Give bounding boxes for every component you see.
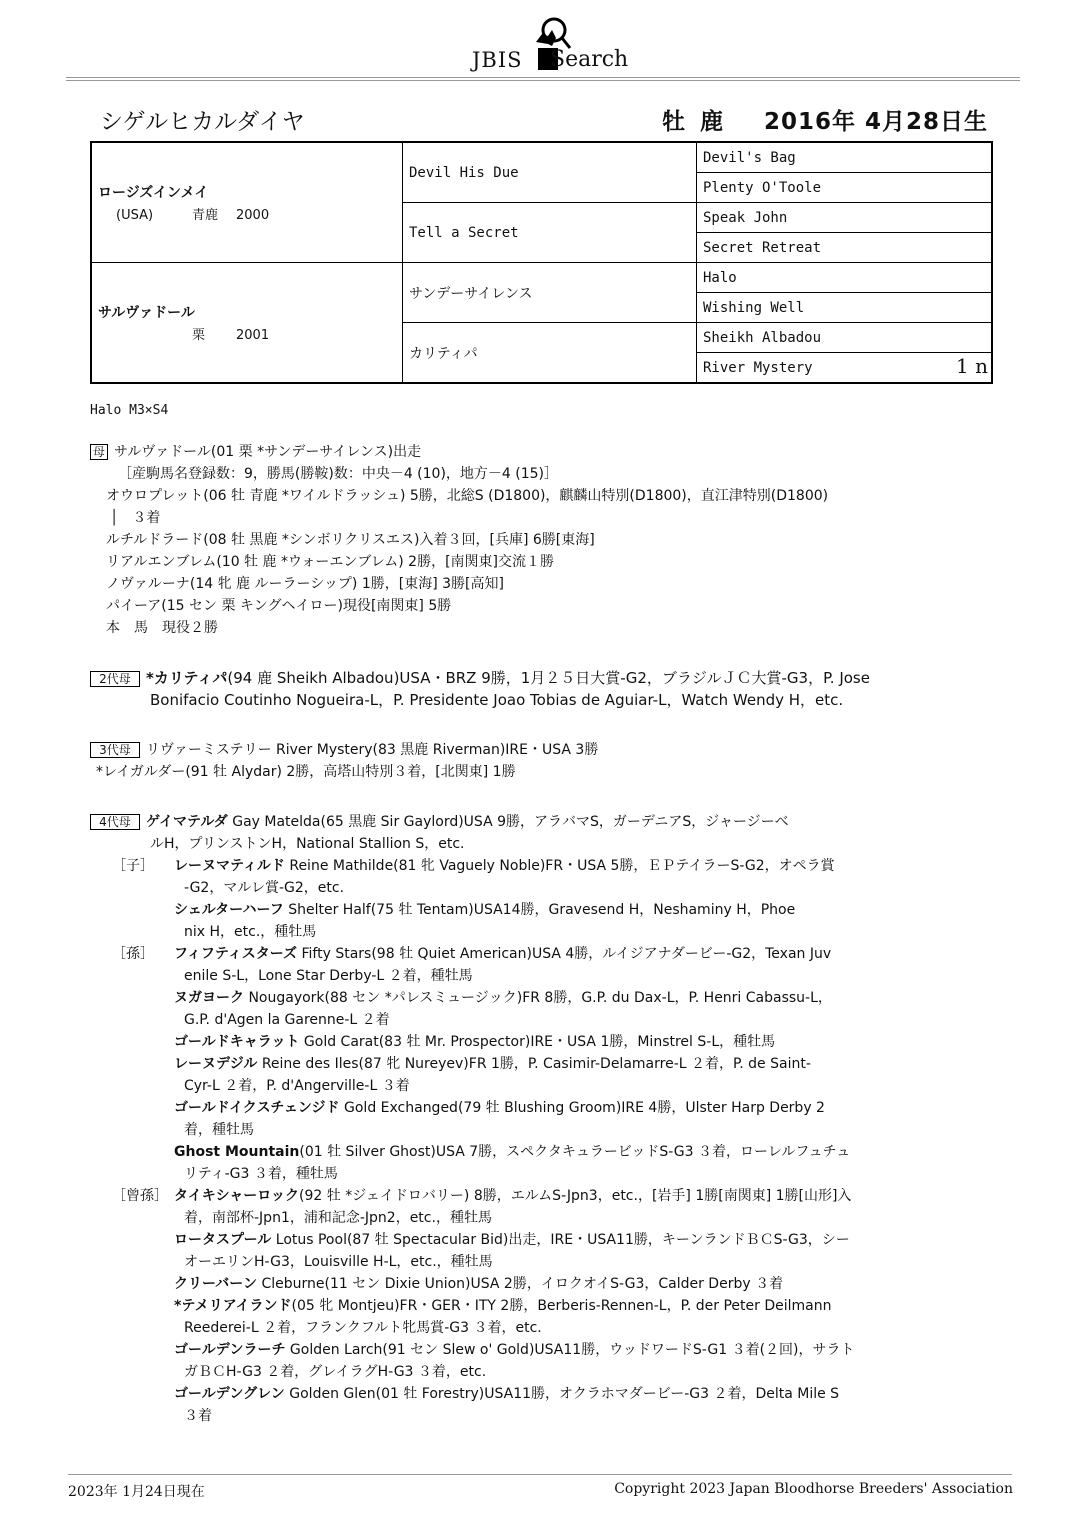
descendant-continuation: リティ-G3 ３着，種牡馬	[184, 1166, 338, 1182]
descendant-name: シェルターハーフ	[174, 902, 284, 918]
descendant-record: Gold Exchanged(79 牡 Blushing Groom)IRE 4勝，Ulster Harp Derby 2	[339, 1100, 825, 1116]
descendant-name: ゴールデングレン	[174, 1386, 285, 1402]
logo-search-text: Search	[550, 47, 629, 72]
descendant-entry	[174, 1053, 811, 1073]
horse-sex: 牡	[662, 109, 686, 135]
descendant-record: (92 牡 *ジェイドロバリー) 8勝，エルムS-Jpn3，etc.，[岩手] 1勝[南関東] 1勝[山形]入	[299, 1188, 852, 1204]
header-divider	[66, 77, 1020, 78]
grandparent-8-cell	[697, 353, 993, 384]
grandparent-5: Halo	[697, 263, 993, 293]
dam-line-7: ノヴァルーナ(14 牝 鹿 ルーラーシップ) 1勝，[東海] 3勝[高知]	[106, 576, 504, 592]
gen2-line-1	[90, 667, 870, 688]
gen4-label: 4代母	[90, 814, 140, 830]
dam-line-8: パイーア(15 セン 栗 キングヘイロー)現役[南関東] 5勝	[106, 598, 452, 614]
dam-dam: カリティパ	[403, 323, 697, 384]
dam-record: サルヴァドール(01 栗 *サンデーサイレンス)出走	[114, 444, 422, 460]
descendant-name: *テメリアイランド	[174, 1298, 292, 1314]
grandparent-3: Speak John	[697, 203, 993, 233]
descendant-name: ロータスプール	[174, 1232, 272, 1248]
jbis-search-logo	[470, 14, 635, 76]
descendant-record: Shelter Half(75 牡 Tentam)USA14勝，Gravesend H，Neshaminy H，Phoe	[283, 902, 796, 918]
descendant-record: (05 牝 Montjeu)FR・GER・ITY 2勝，Berberis-Rennen-L，P. der Peter Deilmann	[291, 1298, 832, 1314]
footer-copyright: Copyright 2023 Japan Bloodhorse Breeders' Association	[614, 1481, 1013, 1497]
descendant-name: クリーバーン	[174, 1276, 258, 1292]
descendant-entry	[174, 855, 835, 875]
descendant-entry	[174, 1141, 850, 1161]
descendant-tag: ［孫］	[112, 946, 154, 962]
logo-jbis-text: JBIS	[472, 48, 523, 72]
descendant-record: Nougayork(88 セン *パレスミュージック)FR 8勝，G.P. du Dax-L，P. Henri Cabassu-L，	[244, 990, 832, 1006]
sire-year: 2000	[236, 208, 270, 223]
gen2-record: (94 鹿 Sheikh Albadou)USA・BRZ 9勝，1月２５日大賞-G2，ブラジルＪＣ大賞-G3，P. Jose	[227, 669, 870, 687]
gen2-label: 2代母	[90, 671, 140, 687]
sire-cell	[91, 142, 403, 263]
inbreeding-note: Halo M3×S4	[90, 403, 169, 418]
descendant-name: ゴールデンラーチ	[174, 1342, 286, 1358]
dam-line-4: │ ３着	[110, 510, 161, 526]
descendant-record: Golden Glen(01 牡 Forestry)USA11勝，オクラホマダービー-G3 ２着，Delta Mile S	[284, 1386, 840, 1402]
descendant-entry	[174, 987, 832, 1007]
sire-color: 青鹿	[192, 208, 219, 223]
horse-color: 鹿	[700, 109, 724, 135]
header-divider-2	[66, 80, 1020, 81]
sire-sire: Devil His Due	[403, 142, 697, 203]
dam-line-9: 本 馬 現役２勝	[106, 620, 218, 636]
descendant-entry	[174, 1031, 775, 1051]
descendant-tag: ［子］	[112, 858, 154, 874]
descendant-entry	[174, 1185, 851, 1205]
descendant-name: フィフティスターズ	[174, 946, 298, 962]
dam-name: サルヴァドール	[98, 305, 195, 321]
gen3-line-1	[90, 739, 598, 759]
dam-sire: サンデーサイレンス	[403, 263, 697, 323]
grandparent-2: Plenty O'Toole	[697, 173, 993, 203]
descendant-entry	[174, 1339, 855, 1359]
grandparent-7: Sheikh Albadou	[697, 323, 993, 353]
descendant-continuation: enile S-L，Lone Star Derby-L ２着，種牡馬	[184, 968, 473, 984]
grandparent-8: River Mystery	[703, 359, 813, 376]
descendant-continuation: nix H，etc.，種牡馬	[184, 924, 317, 940]
sire-origin: (USA)	[116, 208, 154, 223]
gen3-record: リヴァーミステリー River Mystery(83 黒鹿 Riverman)IRE・USA 3勝	[146, 742, 599, 758]
descendant-name: Ghost Mountain	[174, 1144, 300, 1160]
gen4-line-2: ルH，プリンストンH，National Stallion S，etc.	[150, 836, 465, 852]
dam-cell	[91, 263, 403, 384]
descendant-continuation: Cyr-L ２着，P. d'Angerville-L ３着	[184, 1078, 410, 1094]
gen2-line-2: Bonifacio Coutinho Nogueira-L，P. Presidente Joao Tobias de Aguiar-L，Watch Wendy H，etc.	[150, 691, 844, 709]
footer-divider	[68, 1474, 1012, 1475]
descendant-record: Gold Carat(83 牡 Mr. Prospector)IRE・USA 1勝，Minstrel S-L，種牡馬	[299, 1034, 776, 1050]
dam-line-6: リアルエンブレム(10 牡 鹿 *ウォーエンブレム) 2勝，[南関東]交流１勝	[106, 554, 555, 570]
family-code: 1 n	[956, 354, 988, 378]
descendant-name: レーヌマティルド	[174, 858, 285, 874]
dam-line-5: ルチルドラード(08 牡 黒鹿 *シンボリクリスエス)入着３回，[兵庫] 6勝[東海]	[106, 532, 595, 548]
gen4-name: ゲイマテルダ	[146, 814, 228, 830]
dam-line-2: ［産駒馬名登録数：9，勝馬(勝鞍)数：中央－4 (10)，地方－4 (15)］	[118, 466, 559, 482]
sire-details	[98, 204, 396, 223]
descendant-name: ゴールドイクスチェンジド	[174, 1100, 340, 1116]
descendant-continuation: -G2，マルレ賞-G2，etc.	[184, 880, 345, 896]
horse-birth: 2016年 4月28日生	[764, 109, 989, 135]
descendant-continuation: ガＢＣH-G3 ２着，グレイラグH-G3 ３着，etc.	[184, 1364, 487, 1380]
horse-name: シゲルヒカルダイヤ	[100, 109, 305, 135]
grandparent-4: Secret Retreat	[697, 233, 993, 263]
descendant-record: (01 牡 Silver Ghost)USA 7勝，スペクタキュラービッドS-G3 ３着，ローレルフュチュ	[299, 1144, 851, 1160]
descendant-record: Reine des Iles(87 牝 Nureyev)FR 1勝，P. Casimir-Delamarre-L ２着，P. de Saint-	[257, 1056, 811, 1072]
sire-name: ロージズインメイ	[98, 185, 209, 201]
gen3-line-2: *レイガルダー(91 牡 Alydar) 2勝，高塔山特別３着，[北関東] 1勝	[96, 764, 516, 780]
descendant-record: Lotus Pool(87 牡 Spectacular Bid)出走，IRE・USA11勝，キーンランドＢＣS-G3，シー	[271, 1232, 850, 1248]
descendant-continuation: オーエリンH-G3，Louisville H-L，etc.，種牡馬	[184, 1254, 493, 1270]
descendant-name: タイキシャーロック	[174, 1188, 300, 1204]
gen4-record: Gay Matelda(65 黒鹿 Sir Gaylord)USA 9勝，アラバマS，ガーデニアS，ジャージーベ	[227, 814, 789, 830]
descendant-record: Golden Larch(91 セン Slew o' Gold)USA11勝，ウッドワードS-G1 ３着(２回)，サラト	[285, 1342, 855, 1358]
descendant-continuation: G.P. d'Agen la Garenne-L ２着	[184, 1012, 390, 1028]
descendant-entry	[174, 943, 831, 963]
gen3-label: 3代母	[90, 742, 140, 758]
descendant-tag: ［曾孫］	[112, 1188, 168, 1204]
sire-dam: Tell a Secret	[403, 203, 697, 263]
descendant-continuation: 着，種牡馬	[184, 1122, 254, 1138]
descendant-entry	[174, 1229, 850, 1249]
pedigree-table	[90, 141, 993, 384]
descendant-entry	[174, 1383, 839, 1403]
dam-label: 母	[90, 444, 108, 460]
descendant-record: Fifty Stars(98 牡 Quiet American)USA 4勝，ルイジアナダービー-G2，Texan Juv	[297, 946, 832, 962]
dam-color: 栗	[192, 328, 206, 343]
descendant-name: ヌガヨーク	[174, 990, 244, 1006]
descendant-record: Cleburne(11 セン Dixie Union)USA 2勝，イロクオイS-G3，Calder Derby ３着	[257, 1276, 784, 1292]
descendant-continuation: Reederei-L ２着，フランクフルト牝馬賞-G3 ３着，etc.	[184, 1320, 542, 1336]
grandparent-1: Devil's Bag	[697, 142, 993, 173]
gen4-line-1	[90, 811, 789, 831]
descendant-name: レーヌデジル	[174, 1056, 258, 1072]
descendant-entry	[174, 1295, 831, 1315]
descendant-entry	[174, 1273, 783, 1293]
dam-year: 2001	[236, 328, 270, 343]
horse-info	[662, 103, 1002, 136]
grandparent-6: Wishing Well	[697, 293, 993, 323]
dam-details	[98, 324, 396, 343]
dam-line-1	[90, 441, 421, 461]
gen2-name: *カリティパ	[146, 669, 228, 687]
descendant-name: ゴールドキャラット	[174, 1034, 300, 1050]
descendant-continuation: 着，南部杯-Jpn1，浦和記念-Jpn2，etc.，種牡馬	[184, 1210, 492, 1226]
descendant-continuation: ３着	[184, 1408, 212, 1424]
footer-date: 2023年 1月24日現在	[68, 1484, 205, 1500]
descendant-record: Reine Mathilde(81 牝 Vaguely Noble)FR・USA 5勝，ＥＰテイラーS-G2，オペラ賞	[284, 858, 835, 874]
descendant-entry	[174, 899, 795, 919]
dam-line-3: オウロプレット(06 牡 青鹿 *ワイルドラッシュ) 5勝，北総S (D1800)，麒麟山特別(D1800)，直江津特別(D1800)	[106, 488, 829, 504]
descendant-entry	[174, 1097, 825, 1117]
